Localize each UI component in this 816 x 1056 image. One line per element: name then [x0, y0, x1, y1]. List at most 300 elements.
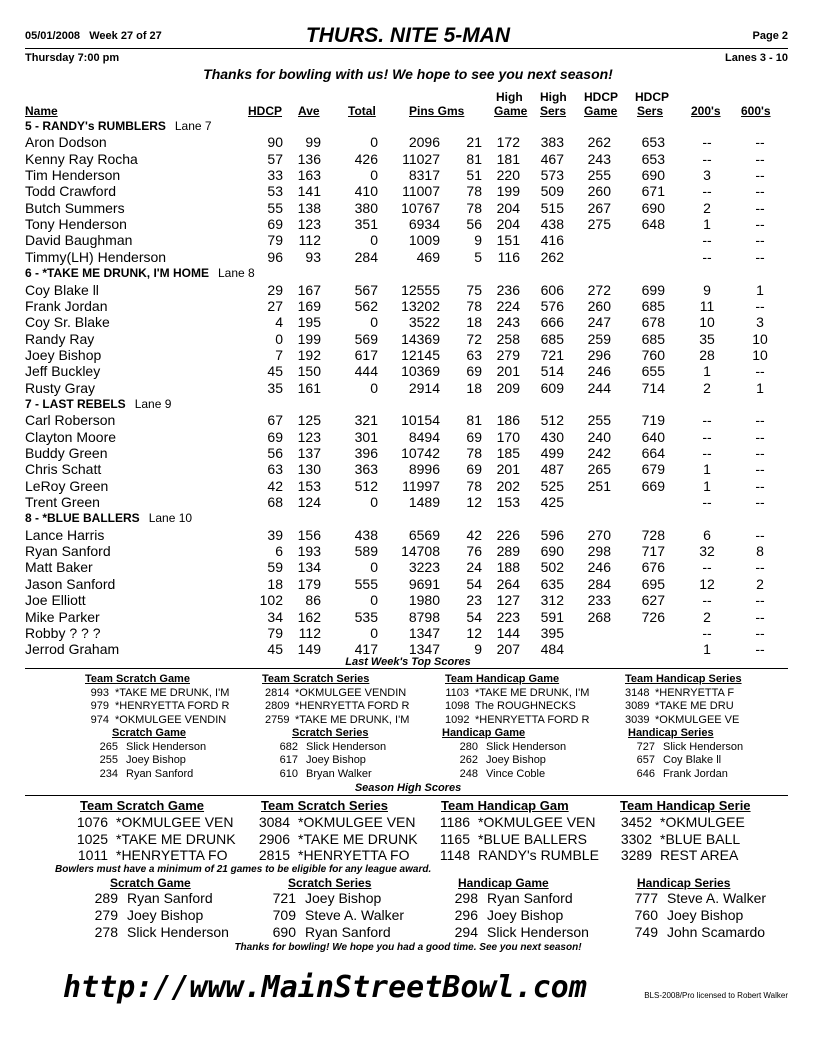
player-name: David Baughman	[25, 232, 133, 249]
player-c600: --	[755, 412, 765, 429]
player-hdcp: 69	[267, 216, 283, 233]
bowler-name: Ryan Sanford	[487, 890, 573, 906]
col-hdcp: HDCP	[248, 104, 283, 118]
bowler-name: Steve A. Walker	[667, 890, 767, 906]
player-row	[0, 576, 816, 592]
last-week-individual-entry	[625, 768, 728, 781]
team-lane: Lane 8	[217, 266, 255, 281]
col-ave: Ave	[298, 104, 320, 118]
col-name: Name	[25, 104, 58, 118]
player-hdcp: 57	[267, 150, 283, 167]
player-hg: 264	[496, 575, 520, 592]
score-value: 721	[272, 890, 296, 906]
player-ave: 123	[297, 216, 321, 233]
player-name: Jeff Buckley	[25, 363, 101, 380]
player-gms: 54	[466, 575, 482, 592]
player-c200: 11	[699, 297, 715, 314]
player-hdg: 233	[587, 592, 611, 609]
player-hdcp: 55	[267, 199, 283, 216]
player-hdcp: 29	[267, 281, 283, 298]
bowler-name: Ryan Sanford	[127, 890, 213, 906]
last-week-team-header: Team Handicap Series	[625, 673, 742, 685]
player-hdcp: 42	[267, 477, 283, 494]
player-hg: 116	[497, 248, 520, 265]
player-hs: 430	[540, 428, 564, 445]
team-name: 7 - LAST REBELS	[25, 396, 126, 411]
player-hdcp: 45	[267, 641, 283, 658]
header-rule	[25, 48, 788, 49]
bowler-name: Slick Henderson	[306, 741, 387, 753]
player-pins: 3522	[408, 314, 440, 331]
team-label: *HENRYETTA FORD R	[115, 700, 230, 713]
player-ave: 150	[297, 363, 321, 380]
player-hs: 576	[540, 297, 564, 314]
player-name: Joe Elliott	[25, 592, 86, 609]
player-gms: 78	[466, 445, 482, 461]
last-week-team-entry	[625, 687, 734, 700]
score-value: 2906	[258, 830, 290, 847]
player-c600: 1	[756, 379, 764, 396]
website-url[interactable]: http://www.MainStreetBowl.com	[63, 970, 587, 1005]
last-week-team-entry	[265, 687, 406, 700]
player-row	[0, 543, 816, 559]
player-c600: --	[755, 134, 765, 151]
score-value: 3089	[625, 700, 650, 713]
player-total: 0	[370, 494, 378, 511]
player-hg: 170	[496, 428, 520, 445]
player-hds: 685	[641, 297, 665, 314]
player-ave: 125	[297, 412, 321, 429]
player-total: 0	[370, 624, 378, 641]
season-team-entry	[620, 847, 738, 863]
player-total: 0	[370, 379, 378, 396]
player-hdg: 244	[587, 379, 611, 396]
player-total: 0	[370, 134, 378, 151]
player-c200: 1	[703, 363, 711, 380]
player-gms: 18	[466, 379, 482, 396]
player-name: Aron Dodson	[25, 134, 107, 151]
player-hdcp: 56	[267, 445, 283, 461]
player-ave: 149	[297, 641, 321, 658]
player-c200: --	[702, 150, 712, 167]
player-total: 562	[354, 297, 378, 314]
score-value: 1186	[439, 814, 470, 830]
score-value: 1076	[76, 814, 108, 830]
player-hs: 685	[540, 330, 564, 347]
player-ave: 86	[305, 592, 321, 609]
player-name: Todd Crawford	[25, 183, 117, 200]
player-c600: --	[755, 559, 765, 576]
player-hg: 201	[496, 363, 520, 380]
player-hds: 671	[641, 183, 665, 200]
player-row	[0, 314, 816, 330]
player-total: 0	[370, 592, 378, 609]
team-label: *OKMULGEE	[660, 814, 745, 830]
player-ave: 199	[297, 330, 321, 347]
player-name: Robby ? ? ?	[25, 624, 101, 641]
player-c600: --	[755, 150, 765, 167]
player-ave: 93	[305, 248, 321, 265]
player-pins: 13202	[401, 297, 440, 314]
player-name: Mike Parker	[25, 608, 100, 625]
player-c200: 35	[699, 330, 715, 347]
player-total: 410	[354, 183, 378, 200]
season-individual-entry	[90, 890, 213, 906]
player-total: 0	[370, 314, 378, 331]
player-gms: 81	[466, 412, 482, 429]
player-hds: 640	[641, 428, 665, 445]
player-gms: 56	[466, 216, 482, 233]
player-hs: 499	[540, 445, 564, 461]
player-total: 512	[354, 477, 378, 494]
player-c600: --	[755, 624, 765, 641]
player-hg: 186	[496, 412, 520, 429]
season-rule	[25, 795, 788, 796]
player-hdcp: 69	[267, 428, 283, 445]
player-gms: 51	[466, 167, 482, 184]
player-c600: --	[755, 232, 765, 249]
player-hdg: 259	[587, 330, 611, 347]
score-value: 3148	[625, 687, 650, 699]
score-value: 2759	[265, 713, 290, 726]
bowler-name: Joey Bishop	[126, 754, 186, 767]
player-hdcp: 59	[267, 559, 283, 576]
player-c600: --	[755, 494, 765, 511]
season-individual-entry	[90, 907, 203, 923]
player-gms: 9	[474, 232, 482, 249]
day-time: Thursday 7:00 pm	[25, 52, 120, 64]
last-week-individual-entry	[448, 754, 546, 767]
player-hs: 383	[540, 134, 564, 151]
last-week-individual-entry	[268, 754, 366, 767]
player-name: LeRoy Green	[25, 477, 109, 494]
player-pins: 10369	[401, 363, 440, 380]
player-gms: 42	[466, 526, 482, 543]
last-week-individual-entry	[88, 741, 206, 754]
last-week-team-entry	[625, 714, 739, 727]
team-label: *OKMULGEE VEN	[116, 814, 234, 830]
season-individual-entry	[630, 907, 743, 923]
col-hdcp-sers-1: HDCP	[635, 90, 670, 104]
player-total: 589	[354, 543, 378, 560]
player-gms: 23	[466, 592, 482, 609]
bowler-name: Joey Bishop	[486, 754, 546, 767]
player-name: Clayton Moore	[25, 428, 117, 445]
player-name: Tim Henderson	[25, 167, 121, 184]
player-c200: 1	[703, 641, 711, 658]
player-ave: 137	[297, 445, 321, 461]
bowler-name: Joey Bishop	[487, 907, 564, 923]
player-ave: 163	[297, 167, 321, 184]
team-label: *HENRYETTA F	[655, 687, 735, 699]
player-pins: 12145	[401, 346, 440, 363]
player-name: Randy Ray	[25, 330, 95, 347]
player-hdcp: 0	[275, 330, 283, 347]
player-c200: 2	[703, 379, 711, 396]
score-value: 296	[454, 907, 478, 923]
score-value: 1148	[439, 847, 470, 863]
team-label: REST AREA	[660, 847, 739, 863]
bowler-name: John Scamardo	[667, 924, 766, 940]
player-c600: --	[755, 199, 765, 216]
player-hds: 655	[641, 363, 665, 380]
player-pins: 14369	[401, 330, 440, 347]
player-hs: 635	[540, 575, 564, 592]
season-team-entry	[258, 831, 418, 847]
score-value: 234	[99, 767, 118, 780]
player-gms: 21	[466, 134, 482, 151]
last-week-team-entry	[625, 700, 734, 713]
roster-bottom-rule	[25, 668, 788, 669]
score-value: 1092	[445, 713, 470, 726]
player-row	[0, 527, 816, 543]
player-gms: 12	[466, 494, 482, 511]
page-number: Page 2	[752, 30, 788, 42]
team-header	[25, 396, 171, 412]
season-team-entry	[620, 814, 745, 830]
player-hg: 279	[496, 346, 520, 363]
last-week-team-entry	[445, 687, 589, 700]
player-gms: 78	[466, 297, 482, 314]
season-team-header: Team Handicap Serie	[620, 798, 751, 813]
player-hds: 669	[641, 477, 665, 494]
player-hg: 224	[496, 297, 520, 314]
player-total: 0	[370, 559, 378, 576]
player-name: Jerrod Graham	[25, 641, 120, 658]
player-hs: 609	[540, 379, 564, 396]
player-c200: --	[702, 428, 712, 445]
score-value: 3302	[620, 830, 652, 847]
player-hdg: 243	[587, 150, 611, 167]
team-label: *TAKE ME DRUNK, I'M	[115, 687, 230, 699]
player-total: 567	[354, 281, 378, 298]
player-hg: 226	[496, 526, 520, 543]
player-hdg: 298	[587, 543, 611, 560]
col-total: Total	[348, 104, 376, 118]
team-label: *HENRYETTA FORD R	[295, 700, 410, 713]
player-ave: 141	[297, 183, 321, 200]
player-c200: 1	[703, 477, 711, 494]
player-ave: 193	[297, 543, 321, 560]
team-label: *OKMULGEE VE	[655, 713, 740, 726]
team-lane: Lane 10	[148, 511, 193, 526]
player-hg: 185	[496, 445, 520, 461]
season-individual-entry	[630, 924, 765, 940]
player-hs: 591	[540, 608, 564, 625]
player-pins: 10742	[401, 445, 440, 461]
player-total: 321	[354, 412, 378, 429]
player-hg: 204	[496, 216, 520, 233]
season-individual-header: Scratch Game	[110, 876, 191, 890]
player-total: 617	[354, 346, 378, 363]
player-gms: 78	[466, 477, 482, 494]
bowler-name: Bryan Walker	[306, 767, 372, 780]
bowler-name: Coy Blake ll	[663, 754, 722, 767]
player-hs: 525	[540, 477, 564, 494]
player-pins: 1009	[408, 232, 440, 249]
player-hg: 220	[496, 167, 520, 184]
team-lane: Lane 7	[174, 119, 212, 133]
player-c200: --	[702, 412, 712, 429]
player-hs: 425	[540, 494, 564, 511]
col-hdcp-game-2: Game	[584, 104, 618, 118]
player-pins: 10154	[401, 412, 440, 429]
bowler-name: Joey Bishop	[127, 907, 204, 923]
player-total: 438	[354, 526, 378, 543]
player-pins: 469	[416, 248, 440, 265]
player-ave: 130	[297, 461, 321, 478]
team-label: *BLUE BALL	[660, 830, 741, 847]
player-hg: 188	[496, 559, 520, 576]
player-pins: 8996	[408, 461, 440, 478]
player-ave: 161	[297, 379, 321, 396]
score-value: 993	[90, 687, 109, 699]
season-individual-entry	[630, 890, 766, 906]
season-team-entry	[48, 831, 236, 847]
bowler-name: Ryan Sanford	[305, 924, 391, 940]
season-individual-header: Handicap Series	[637, 876, 731, 890]
last-week-team-entry	[85, 714, 226, 727]
last-week-individual-entry	[625, 741, 743, 754]
player-c200: --	[702, 624, 712, 641]
col-600s: 600's	[741, 104, 771, 118]
player-ave: 124	[297, 494, 321, 511]
player-hds: 690	[641, 167, 665, 184]
score-value: 298	[454, 890, 478, 906]
player-row	[0, 641, 816, 657]
bowler-name: Slick Henderson	[126, 741, 207, 753]
season-individual-header: Handicap Game	[458, 876, 549, 890]
player-hdg: 272	[587, 281, 611, 298]
player-hdcp: 39	[267, 526, 283, 543]
player-hds: 653	[641, 150, 665, 167]
player-hdcp: 96	[267, 248, 283, 265]
player-hdcp: 53	[267, 183, 283, 200]
player-name: Rusty Gray	[25, 379, 96, 396]
player-hdg: 247	[587, 314, 611, 331]
player-hdcp: 27	[267, 297, 283, 314]
bowler-name: Frank Jordan	[663, 767, 728, 780]
player-pins: 11007	[402, 183, 440, 200]
player-ave: 99	[305, 134, 321, 151]
team-label: *OKMULGEE VENDIN	[115, 713, 227, 726]
col-hdcp-game-1: HDCP	[584, 90, 619, 104]
score-value: 646	[636, 767, 655, 780]
player-hdcp: 79	[267, 232, 283, 249]
player-c600: 1	[756, 281, 764, 298]
team-label: *TAKE ME DRU	[655, 700, 734, 713]
player-hdg: 260	[587, 183, 611, 200]
player-c600: --	[755, 592, 765, 609]
score-value: 749	[634, 924, 658, 940]
player-hg: 144	[496, 624, 520, 641]
last-week-team-entry	[85, 687, 229, 700]
player-hg: 151	[496, 232, 520, 249]
team-lane: Lane 9	[134, 396, 172, 411]
player-name: Tony Henderson	[25, 216, 127, 233]
player-hds: 726	[641, 608, 665, 625]
col-pins-gms: Pins Gms	[409, 104, 465, 118]
player-total: 535	[354, 608, 378, 625]
player-pins: 8494	[408, 428, 440, 445]
player-row	[0, 412, 816, 428]
team-header	[25, 510, 192, 526]
score-value: 265	[99, 741, 118, 753]
score-value: 255	[99, 754, 118, 767]
col-high-game-1: High	[496, 90, 523, 104]
player-ave: 192	[297, 346, 321, 363]
player-hdcp: 45	[267, 363, 283, 380]
player-row	[0, 249, 816, 265]
player-c600: 10	[752, 330, 768, 347]
team-name: 8 - *BLUE BALLERS	[25, 511, 140, 526]
player-hs: 467	[540, 150, 564, 167]
player-hg: 258	[496, 330, 520, 347]
team-label: *TAKE ME DRUNK	[298, 830, 418, 847]
player-row	[0, 429, 816, 445]
bowler-name: Ryan Sanford	[126, 767, 194, 780]
player-gms: 72	[466, 330, 482, 347]
bowler-name: Joey Bishop	[306, 754, 366, 767]
player-hds: 695	[641, 575, 665, 592]
season-individual-entry	[450, 924, 589, 940]
player-name: Timmy(LH) Henderson	[25, 248, 167, 265]
license-text: BLS-2008/Pro licensed to Robert Walker	[644, 991, 788, 1000]
player-pins: 9691	[408, 575, 440, 592]
player-hdcp: 34	[267, 608, 283, 625]
player-hdg: 260	[587, 297, 611, 314]
player-hdg: 284	[587, 575, 611, 592]
player-hds: 728	[641, 526, 665, 543]
player-pins: 1347	[408, 641, 440, 658]
player-row	[0, 347, 816, 363]
col-high-game-2: Game	[494, 104, 528, 118]
player-hdg: 265	[587, 461, 611, 478]
player-name: Kenny Ray Rocha	[25, 150, 138, 167]
player-hdcp: 79	[267, 624, 283, 641]
score-value: 610	[279, 767, 298, 780]
last-week-individual-entry	[268, 768, 372, 781]
player-hdcp: 18	[267, 575, 283, 592]
season-team-entry	[438, 831, 587, 847]
player-hdcp: 35	[267, 379, 283, 396]
player-hdcp: 6	[275, 543, 283, 560]
score-value: 727	[636, 741, 655, 753]
player-gms: 63	[466, 346, 482, 363]
player-hdcp: 33	[267, 167, 283, 184]
bowler-name: Vince Coble	[486, 767, 546, 780]
player-hdg: 240	[587, 428, 611, 445]
player-row	[0, 363, 816, 379]
player-hg: 172	[496, 134, 520, 151]
player-row	[0, 625, 816, 641]
last-week-team-entry	[445, 700, 576, 713]
player-hds: 685	[641, 330, 665, 347]
player-row	[0, 183, 816, 199]
player-hdcp: 7	[275, 346, 283, 363]
score-value: 709	[272, 907, 296, 923]
player-hdcp: 67	[267, 412, 283, 429]
player-ave: 112	[298, 232, 321, 249]
player-c600: --	[755, 461, 765, 478]
score-value: 3289	[620, 847, 652, 863]
last-week-title: Last Week's Top Scores	[345, 656, 471, 668]
team-name: 5 - RANDY's RUMBLERS	[25, 119, 166, 133]
player-hg: 243	[496, 314, 520, 331]
team-label: RANDY's RUMBLE	[478, 847, 599, 863]
player-c200: 10	[699, 314, 715, 331]
player-gms: 78	[466, 183, 482, 200]
